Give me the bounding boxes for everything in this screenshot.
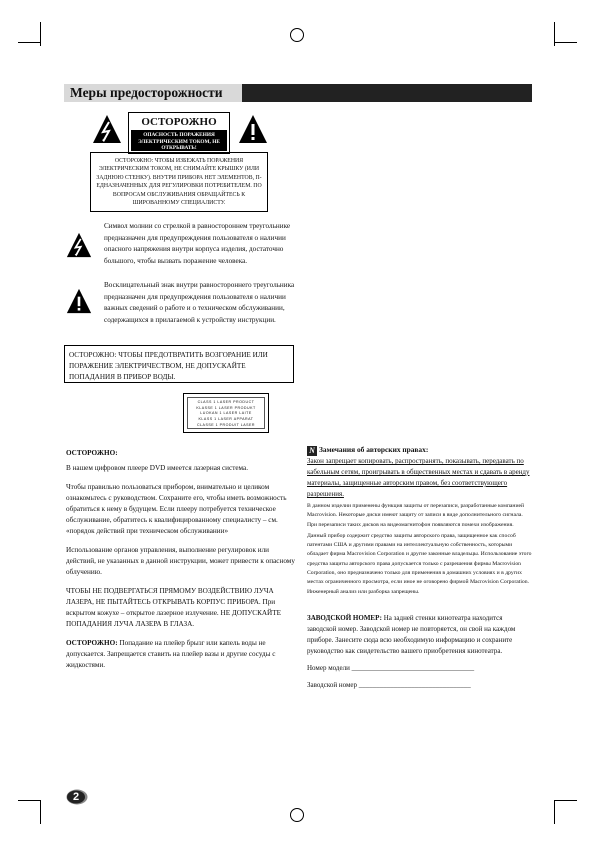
warning-subtext: ОПАСНОСТЬ ПОРАЖЕНИЯ ЭЛЕКТРИЧЕСКИМ ТОКОМ, НЕ ОТКРЫВАТЬ!: [131, 130, 227, 151]
serial-number-paragraph: [307, 613, 533, 657]
lightning-triangle-icon: [92, 114, 122, 144]
left-paragraph-4: ЧТОБЫ НЕ ПОДВЕРГАТЬСЯ ПРЯМОМУ ВОЗДЕЙСТВИЮ ЛУЧА ЛАЗЕРА, НЕ ПЫТАЙТЕСЬ ОТКРЫВАТЬ КОРПУС ПРИБОРА. При вскрытом кожухе – открытое лазерное излучение. НЕ ДОПУСКАЙТЕ ПОПАДАНИЯ ЛУЧА ЛАЗЕРА В ГЛАЗА.: [66, 587, 282, 628]
exclamation-triangle-icon-2: [66, 288, 92, 314]
copyright-underlined-text: Закон запрещает копировать, распространять, показывать, передавать по кабельным сетям, проигрывать в общественных местах и сдавать в аренду материалы, защищенные авторским правом, без соответствующего разрешения.: [307, 457, 530, 498]
serial-number-text: На задней стенки кинотеатра находится заводской номер. Заводской номер не повторяется, он свой на каждом приборе. Занесите сюда всю необходимую информацию и сохраните руководство как свидетельство вашего приобретения кинотеатра.: [307, 613, 516, 655]
copyright-heading-row: [307, 444, 533, 456]
crop-mark-tl-h: [18, 42, 40, 43]
left-paragraph-5-bold: ОСТОРОЖНО:: [66, 639, 118, 647]
serial-number-bold: ЗАВОДСКОЙ НОМЕР:: [307, 613, 382, 622]
page-title: Меры предосторожности: [70, 85, 223, 100]
laser-label-line: CLASS 1 LASER PRODUCT: [197, 400, 255, 404]
exclamation-triangle-icon: [238, 114, 268, 144]
laser-label-line: LUOKAN 1 LASER LAITE: [200, 411, 252, 416]
laser-label-inner: [187, 397, 265, 429]
left-paragraph-5: [66, 638, 298, 671]
warning-box: [128, 112, 230, 154]
caution-box: ОСТОРОЖНО: ЧТОБЫ ИЗБЕЖАТЬ ПОРАЖЕНИЯ ЭЛЕКТРИЧЕСКИМ ТОКОМ, НЕ СНИМАЙТЕ КРЫШКУ (ИЛИ ЗАДНЮЮ СТЕНКУ). ВНУТРИ ПРИБОРА НЕТ ЭЛЕМЕНТОВ, П-ЕДНАЗНАЧЕННЫХ ДЛЯ РЕГУЛИРОВКИ ПОТРЕБИТЕЛЕМ. ПО ВОПРОСАМ ОБСЛУЖИВАНИЯ ОБРАЩАЙТЕСЬ К ШИРОВАННОМУ СПЕЦИАЛИСТУ.: [90, 152, 268, 212]
warning-heading: ОСТОРОЖНО: [141, 116, 217, 128]
lightning-triangle-icon-2: [66, 232, 92, 258]
macrovision-paragraph-1: В данном изделии применены функция защиты от перезаписи, разработанные компанией Macrovision. Некоторые диски имеют защиту от записи в виде дополнительного сигнала. При перезаписи таких дисков на видеомагнитофон появляются помехи изображения.: [307, 503, 525, 528]
crop-mark-tr-v: [554, 22, 555, 46]
left-heading: ОСТОРОЖНО:: [66, 449, 118, 457]
copyright-heading: Замечания об авторских правах:: [319, 445, 429, 454]
serial-number-line: Заводской номер ________________________________: [307, 680, 471, 689]
model-number-line: Номер модели ___________________________________: [307, 663, 475, 672]
right-column: [307, 444, 533, 691]
laser-label-line: CLASSE 1 PRODUIT LASER: [196, 422, 256, 427]
left-paragraph-2: Чтобы правильно пользоваться прибором, внимательно и целиком ознакомьтесь с руководством. Сохраните его, чтобы иметь возможность обратиться к нему в будущем. Если плееру потребуется техническое обслуживание, обратитесь к квалифицированному специалисту – см. «порядок действий при техническом обслуживании»: [66, 483, 287, 535]
page-number: 2: [72, 791, 80, 803]
exclamation-symbol-description: Восклицательный знак внутри равностороннего треугольника предназначен для предупреждения пользователя о наличии важных сведений о работе и о техническом обслуживании, содержащихся в прилагаемой к устройству инструкции.: [104, 281, 295, 325]
left-paragraph-3: Использование органов управления, выполнение регулировок или действий, не указанных в данной инструкции, может привести к опасному облучению.: [66, 546, 295, 576]
crop-mark-br-h: [555, 800, 577, 801]
crop-mark-bl-h: [18, 800, 40, 801]
lightning-symbol-description: Символ молнии со стрелкой в равностороннем треугольнике предназначен для предупреждения пользователя о наличии опасного напряжения внутри корпуса изделия, достаточно большого, чтобы вызвать поражение человека.: [104, 222, 291, 266]
laser-class-label: [183, 393, 269, 433]
left-paragraph-5-text: Попадание на плейер брызг или капель воды не допускается. Запрещается ставить на плейер вазы и другие сосуды с жидкостями.: [66, 639, 276, 669]
registration-mark-top: [290, 28, 304, 42]
left-paragraph-1: В нашем цифровом плеере DVD имеется лазерная система.: [66, 464, 249, 472]
crop-mark-br-v: [554, 800, 555, 824]
registration-mark-bottom: [290, 808, 304, 822]
crop-mark-tr-h: [555, 42, 577, 43]
fire-warning-box: ОСТОРОЖНО: ЧТОБЫ ПРЕДОТВРАТИТЬ ВОЗГОРАНИЕ ИЛИ ПОРАЖЕНИЕ ЭЛЕКТРИЧЕСТВОМ, НЕ ДОПУСКАЙТЕ ПОПАДАНИЯ В ПРИБОР ВОДЫ.: [64, 345, 294, 383]
laser-label-line: KLASS 1 LASER APPARAT: [198, 417, 254, 422]
macrovision-paragraph-2: Данный прибор содержит средство защиты авторского права, защищенное как способ патентами США и другими правами на интеллектуальную собственность, которыми обладает фирма Macrovision Corporation и другие законные владельцы. Использование этого средства защиты авторского права допускается только с разрешения фирмы Macrovision Corporation, оно предназначено только для применения в домашних условиях и в других местах ограниченного просмотра, если иное не оговорено фирмой Macrovision Corporation. Инженерный анализ или разборка запрещены.: [307, 532, 532, 595]
crop-mark-tl-v: [40, 22, 41, 46]
left-column: [66, 448, 298, 679]
note-icon: N: [307, 446, 317, 456]
crop-mark-bl-v: [40, 800, 41, 824]
laser-label-line: KLASSE 1 LASER PRODUKT: [196, 405, 256, 410]
page-number-badge: [66, 789, 88, 805]
